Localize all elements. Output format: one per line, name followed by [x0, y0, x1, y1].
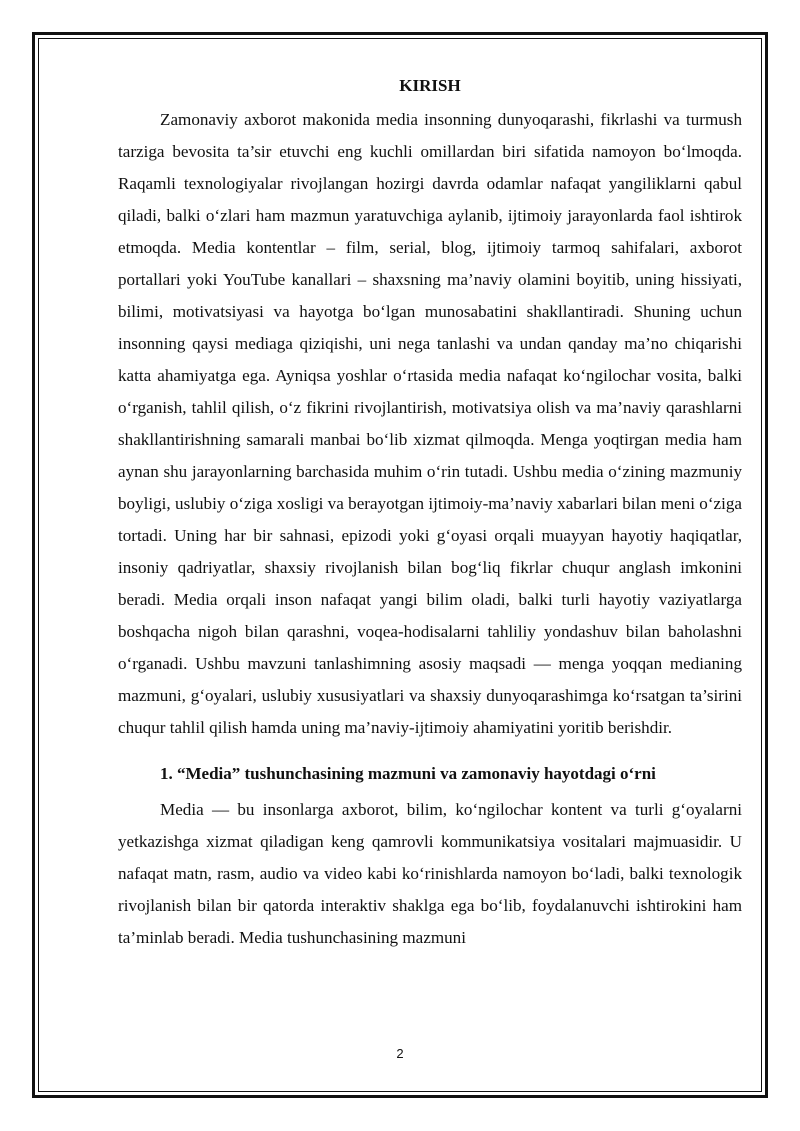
section-paragraph: Media — bu insonlarga axborot, bilim, ko‘ngilochar kontent va turli g‘oyalarni yetkazishga xizmat qiladigan keng qamrovli kommunikatsiya vositalari majmuasidir. U nafaqat matn, rasm, audio va video kabi ko‘rinishlarda namoyon bo‘ladi, balki texnologik rivojlanish bilan bir qatorda interaktiv shaklga ega bo‘lib, foydalanuvchi ishtirokini ham ta’minlab beradi. Media tushunchasining mazmuni [118, 800, 742, 947]
page-number: 2 [396, 1046, 404, 1061]
page-content [118, 70, 742, 954]
document-title: KIRISH [399, 76, 461, 95]
intro-paragraph: Zamonaviy axborot makonida media insonning dunyoqarashi, fikrlashi va turmush tarziga bevosita ta’sir etuvchi eng kuchli omillardan biri sifatida namoyon bo‘lmoqda. Raqamli texnologiyalar rivojlangan hozirgi davrda odamlar nafaqat yangiliklarni qabul qiladi, balki o‘zlari ham mazmun yaratuvchiga aylanib, ijtimoiy jarayonlarda faol ishtirok etmoqda. Media kontentlar – film, serial, blog, ijtimoiy tarmoq sahifalari, axborot portallari yoki YouTube kanallari – shaxsning ma’naviy olamini boyitib, uning hissiyati, bilimi, motivatsiyasi va hayotga bo‘lgan munosabatini shakllantiradi. Shuning uchun insonning qaysi mediaga qiziqishi, uni nega tanlashi va undan qanday ma’no chiqarishi katta ahamiyatga ega. Ayniqsa yoshlar o‘rtasida media nafaqat ko‘ngilochar vosita, balki o‘rganish, tahlil qilish, o‘z fikrini rivojlantirish, motivatsiya olish va ma’naviy qarashlarni shakllantirishning samarali manbai bo‘lib xizmat qilmoqda. Menga yoqtirgan media ham aynan shu jarayonlarning barchasida muhim o‘rin tutadi. Ushbu media o‘zining mazmuniy boyligi, uslubiy o‘ziga xosligi va berayotgan ijtimoiy-ma’naviy xabarlari bilan meni o‘ziga tortadi. Uning har bir sahnasi, epizodi yoki g‘oyasi orqali muayyan hayotiy haqiqatlar, insoniy qadriyatlar, shaxsiy rivojlanish bilan bog‘liq fikrlar chuqur anglash imkonini beradi. Media orqali inson nafaqat yangi bilim oladi, balki turli hayotiy vaziyatlarga boshqacha nigoh bilan qarashni, voqea-hodisalarni tahliliy yondashuv bilan baholashni o‘rganadi. Ushbu mavzuni tanlashimning asosiy maqsadi — menga yoqqan medianing mazmuni, g‘oyalari, uslubiy xususiyatlari va shaxsiy dunyoqarashimga ko‘rsatgan ta’sirini chuqur tahlil qilish hamda uning ma’naviy-ijtimoiy ahamiyatini yoritib berishdir. [118, 110, 742, 737]
section-heading: 1. “Media” tushunchasining mazmuni va zamonaviy hayotdagi o‘rni [160, 764, 656, 783]
